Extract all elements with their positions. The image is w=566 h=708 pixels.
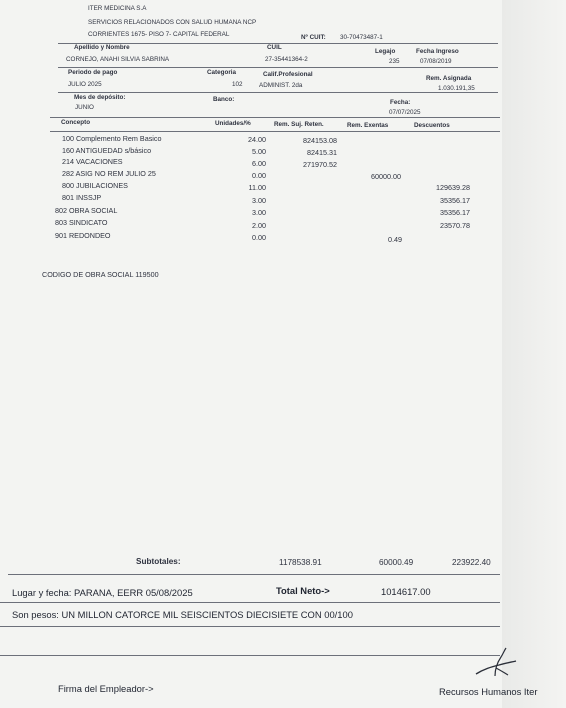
row-sujeta: 82415.31 [307,148,337,157]
row-descuentos: 35356.17 [440,208,470,217]
row-concept: 802 OBRA SOCIAL [55,206,118,215]
row-descuentos: 35356.17 [440,196,470,205]
legajo-value: 235 [389,58,400,65]
obra-social-code: CODIGO DE OBRA SOCIAL 119500 [42,270,159,279]
row-units: 11.00 [248,183,266,192]
row-exentas: 0.49 [388,235,402,244]
firma-empleador: Firma del Empleador-> [58,683,154,694]
row-concept: 800 JUBILACIONES [62,181,128,190]
banco-label: Banco: [213,96,235,103]
categoria-label: Categoria [207,69,237,76]
calif-label: Calif.Profesional [263,71,313,78]
company-activity: SERVICIOS RELACIONADOS CON SALUD HUMANA NCP [88,19,257,26]
row-units: 2.00 [252,221,266,230]
col-unidades: Unidades/% [215,120,251,127]
row-concept: 282 ASIG NO REM JULIO 25 [62,169,156,178]
cuil-value: 27-35441364-2 [265,56,308,63]
company-cuit: 30-70473487-1 [340,34,383,41]
row-units: 24.00 [248,135,266,144]
total-neto-label: Total Neto-> [276,585,330,596]
col-descuentos: Descuentos [414,122,450,129]
employee-name: CORNEJO, ANAHI SILVIA SABRINA [66,56,170,63]
col-exentas: Rem. Exentas [347,122,389,129]
row-units: 3.00 [252,208,266,217]
row-concept: 801 INSSJP [62,193,102,202]
row-sujeta: 271970.52 [303,160,337,169]
row-units: 3.00 [252,196,266,205]
recursos-humanos: Recursos Humanos Iter [439,686,538,697]
fecha-value: 07/07/2025 [389,109,421,116]
periodo-value: JULIO 2025 [68,81,102,88]
legajo-label: Legajo [375,48,396,55]
col-sujeta: Rem. Suj. Reten. [274,121,324,128]
categoria-value: 102 [232,81,243,88]
row-descuentos: 23570.78 [440,221,470,230]
subtotal-sujeta: 1178538.91 [279,558,322,567]
row-units: 0.00 [252,171,266,180]
row-concept: 160 ANTIGUEDAD s/básico [62,146,152,155]
row-units: 0.00 [252,233,266,242]
ingreso-label: Fecha Ingreso [416,48,459,55]
row-concept: 803 SINDICATO [55,218,108,227]
ingreso-value: 07/08/2019 [420,58,452,65]
row-concept: 214 VACACIONES [62,157,123,166]
rem-label: Rem. Asignada [426,75,472,82]
subtotales-label: Subtotales: [136,557,181,566]
subtotal-exentas: 60000.49 [379,558,414,567]
row-sujeta: 824153.08 [303,136,337,145]
son-pesos: Son pesos: UN MILLON CATORCE MIL SEISCIENTOS DIECISIETE CON 00/100 [12,609,353,620]
row-concept: 100 Complemento Rem Basico [62,134,162,143]
employee-name-label: Apellido y Nombre [74,44,130,51]
page-edge [502,0,566,708]
mes-label: Mes de depósito: [74,94,126,101]
row-concept: 901 REDONDEO [55,231,111,240]
lugar-fecha: Lugar y fecha: PARANA, EERR 05/08/2025 [12,587,193,598]
mes-value: JUNIO [75,104,94,111]
total-neto: 1014617.00 [381,586,431,597]
periodo-label: Periodo de pago [68,69,118,76]
cuit-label: Nº CUIT: [301,34,326,41]
calif-value: ADMINIST. 2da [259,82,303,89]
subtotal-descuentos: 223922.40 [452,558,491,567]
row-descuentos: 129639.28 [436,183,470,192]
rem-value: 1.030.191,35 [438,85,475,92]
company-name: ITER MEDICINA S.A [88,5,147,12]
fecha-label: Fecha: [390,99,411,106]
signature-icon [472,643,520,681]
company-address: CORRIENTES 1675- PISO 7- CAPITAL FEDERAL [88,31,230,38]
col-concepto: Concepto [61,119,91,126]
row-units: 5.00 [252,147,266,156]
row-exentas: 60000.00 [371,172,401,181]
cuil-label: CUIL [267,44,282,51]
row-units: 6.00 [252,159,266,168]
